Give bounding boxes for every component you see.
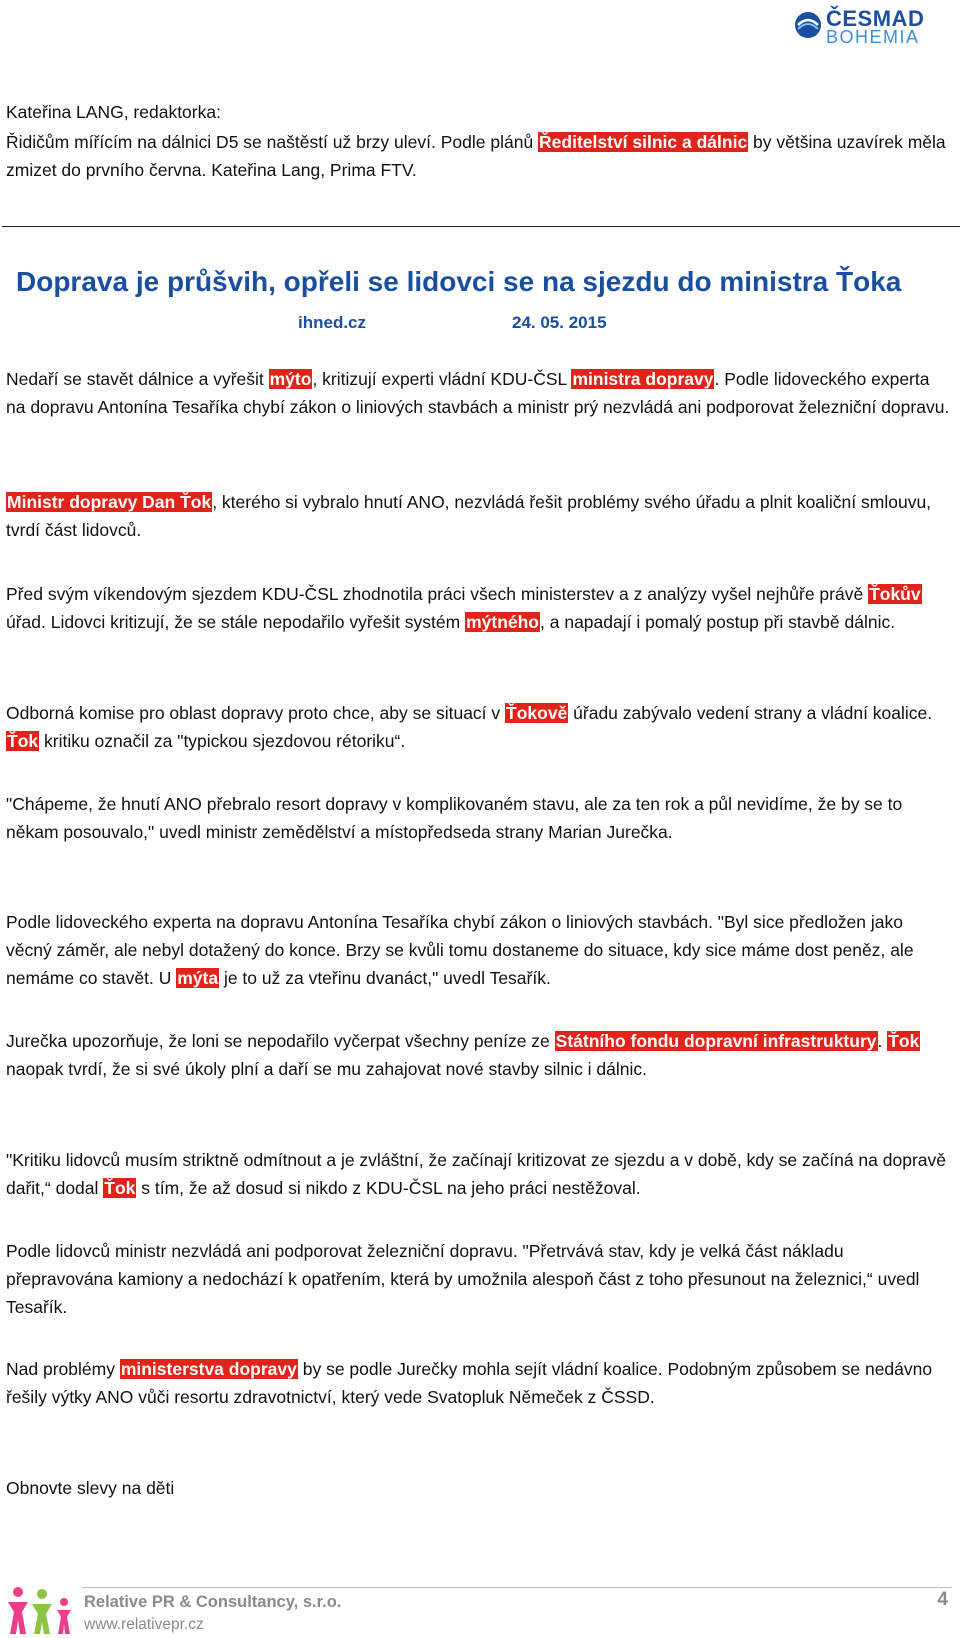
text: Nad problémy bbox=[6, 1359, 120, 1379]
paragraph-10 bbox=[6, 1355, 950, 1411]
text: úřadu zabývalo vedení strany a vládní koalice. bbox=[568, 703, 933, 723]
text: s tím, že až dosud si nikdo z KDU-ČSL na jeho práci nestěžoval. bbox=[136, 1178, 641, 1198]
paragraph-3 bbox=[6, 580, 950, 636]
footer-company: Relative PR & Consultancy, s.r.o. bbox=[84, 1593, 342, 1611]
highlight-keyword: mýta bbox=[177, 968, 219, 988]
text: , a napadají i pomalý postup při stavbě dálnic. bbox=[540, 612, 896, 632]
paragraph-1 bbox=[6, 365, 950, 421]
text: , kterého si vybralo hnutí ANO, nezvládá řešit problémy svého úřadu a plnit koaliční smlouvu, tvrdí část lidovců. bbox=[6, 492, 932, 540]
text: Nedaří se stavět dálnice a vyřešit bbox=[6, 369, 269, 389]
text: úřad. Lidovci kritizují, že se stále nepodařilo vyřešit systém bbox=[6, 612, 466, 632]
text: by se podle Jurečky mohla sejít vládní koalice. Podobným způsobem se nedávno řešily výtky ANO vůči resortu zdravotnictví, který vede Svatopluk Němeček z ČSSD. bbox=[6, 1359, 933, 1407]
paragraph-2 bbox=[6, 488, 950, 544]
cesmad-bohemia-logo bbox=[794, 6, 954, 47]
text: by většina uzavírek měla zmizet do prvního června. Kateřina Lang, Prima FTV. bbox=[6, 132, 946, 180]
text: "Kritiku lidovců musím striktně odmítnout a je zvláštní, že začínají kritizovat ze sjezdu a v době, kdy se začíná na dopravě dařit,“ dodal bbox=[6, 1150, 946, 1198]
paragraph-4 bbox=[6, 699, 950, 755]
highlight-keyword: Ťok bbox=[104, 1178, 136, 1198]
text: Před svým víkendovým sjezdem KDU-ČSL zhodnotila práci všech ministerstev a z analýzy vyšel nejhůře právě bbox=[6, 584, 869, 604]
highlight-keyword: Ťokově bbox=[506, 703, 568, 723]
paragraph-6 bbox=[6, 908, 950, 992]
highlight-keyword: Ťokův bbox=[869, 584, 921, 604]
paragraph-9: Podle lidovců ministr nezvládá ani podporovat železniční dopravu. "Přetrvává stav, kdy je velká část nákladu přepravována kamiony a nedochází k opatřením, která by umožnila alespoň část z toho přesunout na železnici,“ uvedl Tesařík. bbox=[6, 1241, 920, 1317]
paragraph-7 bbox=[6, 1027, 950, 1083]
highlight-keyword: mýto bbox=[269, 369, 312, 389]
footer-divider bbox=[82, 1587, 952, 1588]
relative-pr-logo-icon bbox=[4, 1584, 78, 1638]
article-source: ihned.cz bbox=[298, 313, 367, 332]
highlight-keyword: mýtného bbox=[466, 612, 540, 632]
text: Jurečka upozorňuje, že loni se nepodařilo vyčerpat všechny peníze ze bbox=[6, 1031, 555, 1051]
text: naopak tvrdí, že si své úkoly plní a daří se mu zahajovat nové stavby silnic i dálnic. bbox=[6, 1059, 648, 1079]
paragraph-5: "Chápeme, že hnutí ANO přebralo resort dopravy v komplikovaném stavu, ale za ten rok a půl nevidíme, že by se to někam posouvalo," uvedl ministr zemědělství a místopředseda strany Marian Jurečka. bbox=[6, 794, 903, 842]
highlight-keyword: Ťok bbox=[888, 1031, 920, 1051]
highlight-keyword: ministerstva dopravy bbox=[120, 1359, 297, 1379]
text: Podle lidoveckého experta na dopravu Antonína Tesaříka chybí zákon o liniových stavbách. "Byl sice předložen jako věcný záměr, ale nebyl dotažený do konce. Brzy se kvůli tomu dostaneme do situace, kdy sice máme dost peněz, ale nemáme co stavět. U bbox=[6, 912, 914, 988]
highlight-keyword: Ředitelství silnic a dálnic bbox=[539, 132, 748, 152]
logo-line1: ČESMAD bbox=[826, 6, 925, 31]
page-number: 4 bbox=[937, 1589, 948, 1610]
intro-paragraph bbox=[6, 128, 950, 184]
section-divider bbox=[2, 226, 960, 227]
text: Odborná komise pro oblast dopravy proto chce, aby se situací v bbox=[6, 703, 506, 723]
highlight-keyword: Ministr dopravy Dan Ťok bbox=[7, 492, 212, 512]
logo-line2: BOHEMIA bbox=[826, 27, 920, 47]
cesmad-emblem-icon bbox=[794, 11, 822, 39]
article-date: 24. 05. 2015 bbox=[512, 313, 607, 332]
text: Řidičům mířícím na dálnici D5 se naštěstí už brzy uleví. Podle plánů bbox=[6, 132, 539, 152]
next-article-title: Obnovte slevy na děti bbox=[6, 1478, 175, 1498]
text: . bbox=[877, 1031, 888, 1051]
highlight-keyword: Státního fondu dopravní infrastruktury bbox=[555, 1031, 877, 1051]
text: , kritizují experti vládní KDU-ČSL bbox=[312, 369, 572, 389]
highlight-keyword: ministra dopravy bbox=[572, 369, 714, 389]
article-headline: Doprava je průšvih, opřeli se lidovci se na sjezdu do ministra Ťoka bbox=[16, 266, 902, 297]
highlight-keyword: Ťok bbox=[7, 731, 39, 751]
text: je to už za vteřinu dvanáct," uvedl Tesařík. bbox=[219, 968, 551, 988]
text: kritiku označil za "typickou sjezdovou rétoriku“. bbox=[39, 731, 406, 751]
footer-url-link[interactable]: www.relativepr.cz bbox=[84, 1616, 204, 1633]
intro-speaker: Kateřina LANG, redaktorka: bbox=[6, 102, 221, 122]
text: . Podle lidoveckého experta na dopravu Antonína Tesaříka chybí zákon o liniových stavbách a ministr prý nezvládá ani podporovat železniční dopravu. bbox=[6, 369, 950, 417]
paragraph-8 bbox=[6, 1146, 950, 1202]
